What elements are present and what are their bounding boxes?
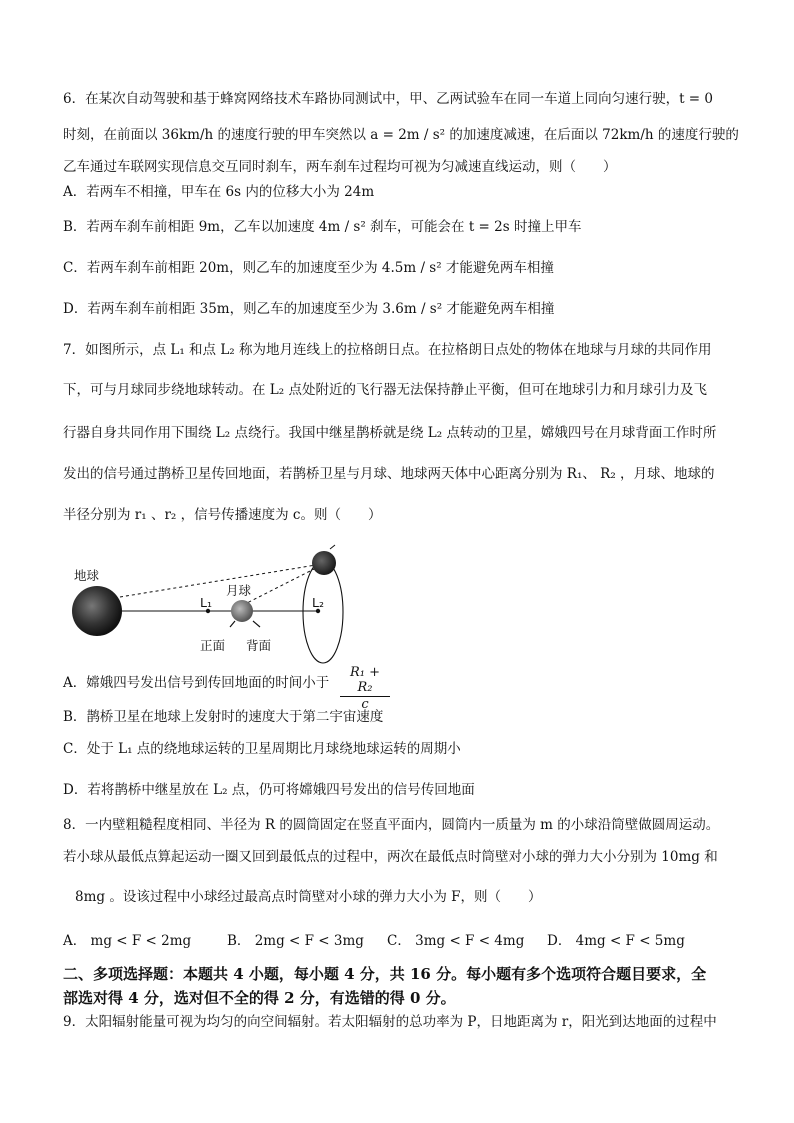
section-2-heading-line-2: 部选对得 4 分，选对但不全的得 2 分，有选错的得 0 分。	[63, 989, 456, 1007]
q6-option-a: A．若两车不相撞，甲车在 6s 内的位移大小为 24m	[63, 184, 375, 200]
satellite-antenna	[330, 545, 335, 549]
q7-stem-line-2: 下，可与月球同步绕地球转动。在 L₂ 点处附近的飞行器无法保持静止平衡，但可在地球引力和月球引力及飞	[63, 382, 707, 398]
q8-option-c: C． 3mg < F < 4mg	[387, 933, 525, 949]
back-arrow	[253, 621, 260, 627]
q8-options-row	[63, 929, 685, 949]
q6-stem-line-3: 乙车通过车联网实现信息交互同时刹车，两车刹车过程均可视为匀减速直线运动，则（ ）	[63, 159, 617, 175]
q8-option-d: D． 4mg < F < 5mg	[547, 933, 685, 949]
front-arrow	[230, 621, 235, 627]
q6-option-b: B．若两车刹车前相距 9m，乙车以加速度 4m / s² 刹车，可能会在 t = 2s 时撞上甲车	[63, 219, 582, 235]
q6-option-d: D．若两车刹车前相距 35m，则乙车的加速度至少为 3.6m / s² 才能避免两车相撞	[63, 301, 555, 317]
q8-stem-line-2: 若小球从最低点算起运动一圈又回到最低点的过程中，两次在最低点时筒壁对小球的弹力大小分别为 10mg 和	[63, 849, 718, 865]
label-front: 正面	[200, 638, 226, 653]
q8-option-a: A． mg < F < 2mg	[63, 933, 192, 949]
q7-option-a-fraction	[340, 665, 390, 712]
q8-stem-line-3: 8mg 。设该过程中小球经过最高点时筒壁对小球的弹力大小为 F，则（ ）	[75, 889, 542, 905]
fraction-numerator: R₁ + R₂	[340, 665, 390, 697]
label-moon: 月球	[226, 583, 252, 598]
l2-halo-orbit	[303, 561, 343, 663]
label-l2: L₂	[312, 595, 324, 610]
relay-satellite	[312, 551, 336, 575]
q8-option-b: B． 2mg < F < 3mg	[227, 933, 364, 949]
q7-stem-line-4: 发出的信号通过鹊桥卫星传回地面，若鹊桥卫星与月球、地球两天体中心距离分别为 R₁、 R₂ ，月球、地球的	[63, 466, 715, 482]
label-back: 背面	[246, 638, 272, 653]
earth-globe	[72, 586, 122, 636]
earth-moon-lagrange-figure	[60, 537, 360, 665]
q7-option-d: D．若将鹊桥中继星放在 L₂ 点，仍可将嫦娥四号发出的信号传回地面	[63, 782, 475, 798]
q8-stem-line-1: 8．一内壁粗糙程度相同、半径为 R 的圆筒固定在竖直平面内，圆筒内一质量为 m 的小球沿筒壁做圆周运动。	[63, 817, 720, 833]
q7-stem-line-5: 半径分别为 r₁ 、r₂ ，信号传播速度为 c。则（ ）	[63, 507, 382, 523]
q7-stem-line-1: 7．如图所示，点 L₁ 和点 L₂ 称为地月连线上的拉格朗日点。在拉格朗日点处的物体在地球与月球的共同作用	[63, 342, 712, 358]
section-2-heading-line-1: 二、多项选择题：本题共 4 小题，每小题 4 分，共 16 分。每小题有多个选项符合题目要求，全	[63, 965, 707, 983]
q9-stem-line-1: 9．太阳辐射能量可视为均匀的向空间辐射。若太阳辐射的总功率为 P，日地距离为 r，阳光到达地面的过程中	[63, 1014, 717, 1030]
q7-option-a: A．嫦娥四号发出信号到传回地面的时间小于	[63, 675, 330, 691]
label-earth: 地球	[74, 568, 100, 583]
label-l1: L₁	[200, 595, 212, 610]
q7-option-b: B．鹊桥卫星在地球上发射时的速度大于第二宇宙速度	[63, 709, 384, 725]
q6-stem-line-2: 时刻，在前面以 36km/h 的速度行驶的甲车突然以 a = 2m / s² 的加速度减速，在后面以 72km/h 的速度行驶的	[63, 127, 739, 143]
q6-stem-line-1: 6．在某次自动驾驶和基于蜂窝网络技术车路协同测试中，甲、乙两试验车在同一车道上同向匀速行驶，t = 0	[63, 91, 713, 107]
q7-option-c: C．处于 L₁ 点的绕地球运转的卫星周期比月球绕地球运转的周期小	[63, 741, 461, 757]
fraction-denominator: c	[361, 697, 369, 712]
q6-option-c: C．若两车刹车前相距 20m，则乙车的加速度至少为 4.5m / s² 才能避免两车相撞	[63, 260, 554, 276]
q7-stem-line-3: 行器自身共同作用下围绕 L₂ 点绕行。我国中继星鹊桥就是绕 L₂ 点转动的卫星，嫦娥四号在月球背面工作时所	[63, 425, 717, 441]
moon-globe	[231, 600, 253, 622]
signal-line-moon	[243, 565, 322, 605]
